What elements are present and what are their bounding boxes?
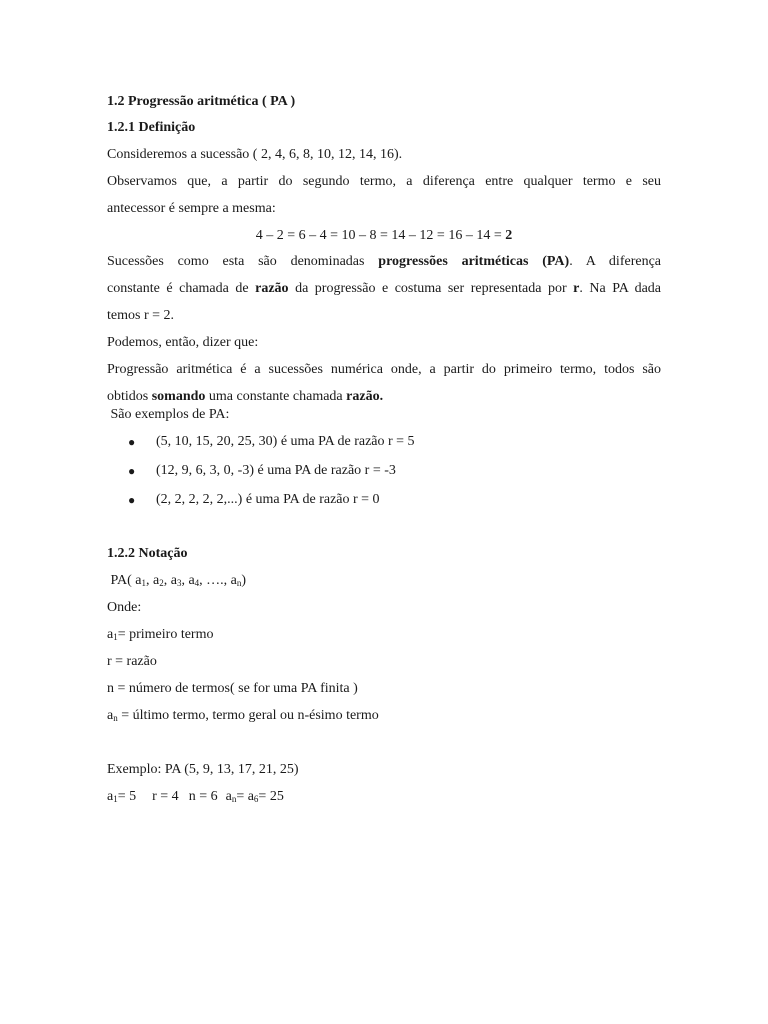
text-run: a xyxy=(225,789,232,804)
text-run: = 5 xyxy=(117,789,137,804)
paragraph-sucessoes-line1 xyxy=(107,252,661,272)
paragraph-sucessao: Consideremos a sucessão ( 2, 4, 6, 8, 10, 12, 14, 16). xyxy=(107,147,403,162)
text-run: = 25 xyxy=(258,789,284,804)
paragraph-observamos-line2: antecessor é sempre a mesma: xyxy=(107,201,276,216)
bold-term: progressões aritméticas (PA) xyxy=(378,254,570,269)
bold-term: razão xyxy=(255,281,289,296)
text-run: constante é chamada de xyxy=(107,281,256,296)
subscript: n xyxy=(231,794,237,804)
text-run: = primeiro termo xyxy=(117,627,214,642)
text-run: a xyxy=(107,789,114,804)
subscript: 6 xyxy=(253,794,259,804)
text-run: = último termo, termo geral ou n-ésimo termo xyxy=(117,708,379,723)
text-run: da progressão e costuma ser representada por xyxy=(288,281,574,296)
subscript: 1 xyxy=(141,578,146,588)
paragraph-sucessoes-line2 xyxy=(107,279,661,299)
list-item: (12, 9, 6, 3, 0, -3) é uma PA de razão r = -3 xyxy=(156,463,396,478)
text-run: n = 6 xyxy=(188,789,218,804)
text-run: , a xyxy=(181,573,195,588)
definition-n: n = número de termos( se for uma PA finita ) xyxy=(107,681,358,696)
bold-term: razão. xyxy=(346,389,384,404)
bold-term: r xyxy=(573,281,580,296)
definition-a1 xyxy=(107,625,213,647)
subscript: 4 xyxy=(194,578,200,588)
text-run: obtidos xyxy=(107,389,152,404)
text-run: , …., a xyxy=(199,573,237,588)
text-run: a xyxy=(107,708,114,723)
paragraph-exemplos-intro: São exemplos de PA: xyxy=(107,407,230,422)
subsection-title-notacao: 1.2.2 Notação xyxy=(107,546,188,561)
notation-formula xyxy=(107,571,246,593)
paragraph-sucessoes-line3: temos r = 2. xyxy=(107,308,174,323)
example-heading: Exemplo: PA (5, 9, 13, 17, 21, 25) xyxy=(107,762,299,777)
text-run: . Na PA dada xyxy=(579,281,662,296)
bullet-icon: ● xyxy=(128,435,136,449)
text-run: ) xyxy=(241,573,247,588)
equation-text: 4 – 2 = 6 – 4 = 10 – 8 = 14 – 12 = 16 – 14 = xyxy=(255,228,506,243)
text-run: . A diferença xyxy=(569,254,661,269)
equation-result: 2 xyxy=(505,228,513,243)
text-run: = a xyxy=(236,789,254,804)
definition-r: r = razão xyxy=(107,654,157,669)
text-run: a xyxy=(107,627,114,642)
paragraph-definicao-line1: Progressão aritmética é a sucessões numérica onde, a partir do primeiro termo, todos são xyxy=(107,362,661,377)
definition-an xyxy=(107,706,379,728)
bullet-icon: ● xyxy=(128,464,136,478)
example-values xyxy=(107,787,284,809)
subscript: 1 xyxy=(113,632,118,642)
text-run: , a xyxy=(146,573,160,588)
paragraph-definicao-line2 xyxy=(107,387,383,407)
subscript: n xyxy=(236,578,242,588)
subscript: n xyxy=(113,713,118,723)
bullet-icon: ● xyxy=(128,493,136,507)
paragraph-observamos-line1: Observamos que, a partir do segundo termo, a diferença entre qualquer termo e seu xyxy=(107,174,661,189)
text-run: , a xyxy=(163,573,177,588)
section-title: 1.2 Progressão aritmética ( PA ) xyxy=(107,94,296,109)
text-run: r = 4 xyxy=(152,789,179,804)
text-run: uma constante chamada xyxy=(205,389,347,404)
list-item: (5, 10, 15, 20, 25, 30) é uma PA de razão r = 5 xyxy=(156,434,415,449)
subscript: 3 xyxy=(176,578,182,588)
bold-term: somando xyxy=(151,389,206,404)
equation-differences xyxy=(0,226,768,246)
text-run: Sucessões como esta são denominadas xyxy=(107,254,379,269)
text-run: PA( a xyxy=(107,573,142,588)
subscript: 1 xyxy=(113,794,118,804)
label-onde: Onde: xyxy=(107,600,142,615)
paragraph-podemos: Podemos, então, dizer que: xyxy=(107,335,259,350)
list-item: (2, 2, 2, 2, 2,...) é uma PA de razão r = 0 xyxy=(156,492,380,507)
subsection-title-definicao: 1.2.1 Definição xyxy=(107,120,196,135)
subscript: 2 xyxy=(159,578,164,588)
